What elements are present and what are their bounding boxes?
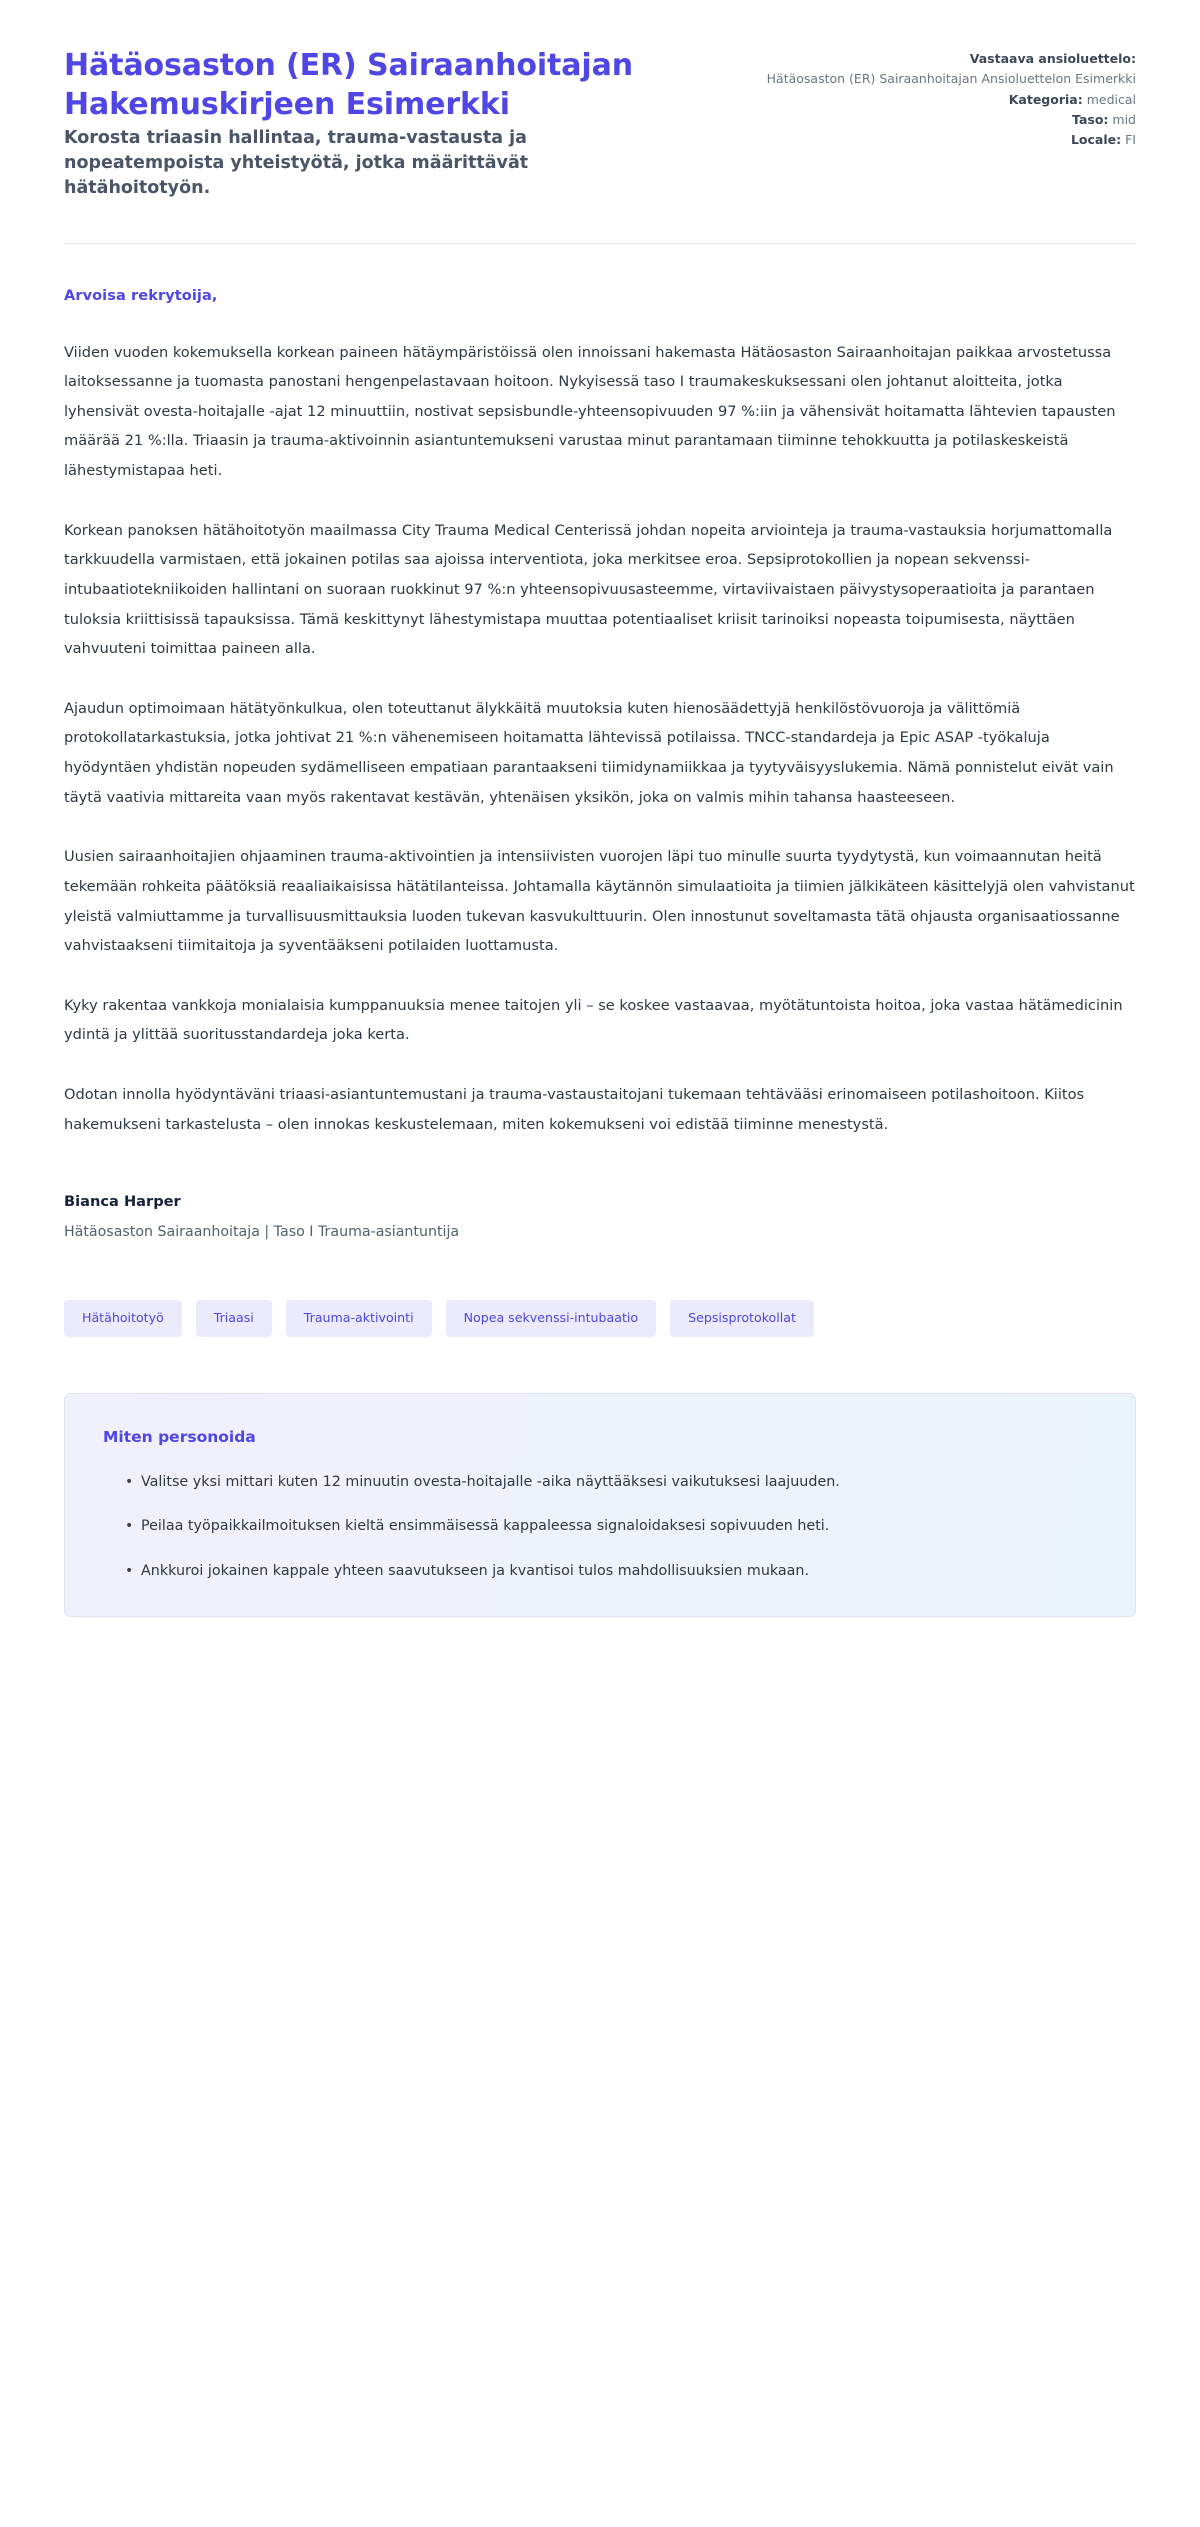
meta-category-label: Kategoria: [1008,91,1083,107]
callout-list-item: • Ankkuroi jokainen kappale yhteen saavutukseen ja kvantisoi tulos mahdollisuuksien mukaan. [125,1557,1097,1586]
personalization-callout [64,1393,1136,1617]
meta-locale [767,130,1136,150]
document-metadata [767,46,1136,150]
letter-paragraph: Kyky rakentaa vankkoja monialaisia kumppanuuksia menee taitojen yli – se koskee vastaavaa, myötätuntoista hoitoa, joka vastaa hätämedicinin ydintä ja ylittää suoritusstandardeja joka kerta. [64,996,1123,1044]
meta-related-resume [767,49,1136,69]
letter-paragraph: Ajaudun optimoimaan hätätyönkulkua, olen toteuttanut älykkäitä muutoksia kuten hienosäädettyjä henkilöstövuoroja ja välittömiä protokollatarkastuksia, jotka johtivat 21 %:n vähenemiseen hoitamatta lähtevissä potilaissa. TNCC-standardeja ja Epic ASAP -työkaluja hyödyntäen yhdistän nopeuden sydämelliseen empatiaan parantaakseni tiimidynamiikkaa ja tyytyväisyyslukemia. Nämä ponnistelut eivät vain täytä vaativia mittareita vaan myös rakentavat kestävän, yhtenäisen yksikön, joka on valmis mihin tahansa haasteeseen. [64,699,1114,806]
meta-locale-label: Locale: [1070,132,1122,147]
meta-related-resume-value-row [767,69,1136,89]
meta-category [767,90,1136,110]
letter-paragraph: Korkean panoksen hätähoitotyön maailmassa City Trauma Medical Centerissä johdan nopeita arviointeja ja trauma-vastauksia horjumattomalla tarkkuudella varmistaen, että jokainen potilas saa ajoissa interventiota, joka merkitsee eroa. Sepsiprotokollien ja nopean sekvenssi-intubaatiotekniikoiden hallintani on suoraan ruokkinut 97 %:n yhteensopivuusasteemme, virtaviivaistaen päivystysoperaatioita ja parantaen tuloksia kriittisissä tapauksissa. Tämä keskittynyt lähestymistapa muuttaa potentiaaliset kriisit tarinoiksi nopeasta toipumisesta, näyttäen vahvuuteni toimittaa paineen alla. [64,521,1113,658]
tag-list [64,1300,1136,1337]
meta-related-resume-label: Vastaava ansioluettelo: [969,51,1136,66]
meta-related-resume-value: Hätäosaston (ER) Sairaanhoitajan Ansioluettelon Esimerkki [766,71,1136,87]
document-header [64,0,1136,201]
tag-chip[interactable]: Triaasi [196,1300,272,1337]
tag-chip[interactable]: Hätähoitotyö [64,1300,182,1337]
page-subtitle: Korosta triaasin hallintaa, trauma-vastausta ja nopeatempoista yhteistyötä, jotka määrittävät hätähoitotyön. [64,128,529,198]
callout-list-item: • Valitse yksi mittari kuten 12 minuutin ovesta-hoitajalle -aika näyttääksesi vaikutuksesi laajuuden. [125,1468,1097,1497]
header-title-block [64,46,704,201]
letter-paragraph: Odotan innolla hyödyntäväni triaasi-asiantuntemustani ja trauma-vastaustaitojani tukemaan tehtävääsi erinomaiseen potilashoitoon. Kiitos hakemukseni tarkastelusta – olen innokas keskustelemaan, miten kokemukseni voi edistää tiiminne menestystä. [64,1086,1085,1133]
signature-role: Hätäosaston Sairaanhoitaja | Taso I Trauma-asiantuntija [64,1224,460,1241]
tag-chip[interactable]: Sepsisprotokollat [670,1300,814,1337]
callout-list [103,1468,1097,1586]
callout-title: Miten personoida [103,1427,256,1446]
signature-name: Bianca Harper [64,1193,181,1211]
letter-body [64,244,1136,1140]
tag-chip[interactable]: Trauma-aktivointi [286,1300,432,1337]
letter-salutation: Arvoisa rekrytoija, [64,287,218,304]
page-title: Hätäosaston (ER) Sairaanhoitajan Hakemuskirjeen Esimerkki [64,48,634,122]
meta-level-value: mid [1112,111,1136,127]
callout-list-item: • Peilaa työpaikkailmoituksen kieltä ensimmäisessä kappaleessa signaloidaksesi sopivuuden heti. [125,1512,1097,1541]
letter-signature [64,1193,1136,1240]
tag-chip[interactable]: Nopea sekvenssi-intubaatio [446,1300,657,1337]
letter-paragraph: Viiden vuoden kokemuksella korkean paineen hätäympäristöissä olen innoissani hakemasta Hätäosaston Sairaanhoitajan paikkaa arvostetussa laitoksessanne ja tuomasta panostani hengenpelastavaan hoitoon. Nykyisessä taso I traumakeskuksessani olen johtanut aloitteita, jotka lyhensivät ovesta-hoitajalle -ajat 12 minuuttiin, nostivat sepsisbundle-yhteensopivuuden 97 %:iin ja vähensivät hoitamatta lähtevien tapausten määrää 21 %:lla. Triaasin ja trauma-aktivoinnin asiantuntemukseni varustaa minut parantamaan tiiminne tehokkuutta ja potilaskeskeistä lähestymistapaa heti. [64,343,1116,480]
meta-level-label: Taso: [1072,111,1109,127]
letter-paragraph: Uusien sairaanhoitajien ohjaaminen trauma-aktivointien ja intensiivisten vuorojen läpi tuo minulle suurta tyydytystä, kun voimaannutan heitä tekemään rohkeita päätöksiä reaaliaikaisissa hätätilanteissa. Johtamalla käytännön simulaatioita ja tiimien jälkikäteen käsittelyjä olen vahvistanut yleistä valmiuttamme ja turvallisuusmittauksia luoden tukevan kasvukulttuurin. Olen innostunut soveltamasta tätä ohjausta organisaatiossanne vahvistaakseni tiimitaitoja ja syventääkseni potilaiden luottamusta. [64,848,1135,955]
meta-locale-value: FI [1125,132,1136,147]
meta-level [767,110,1136,130]
meta-category-value: medical [1086,91,1136,107]
